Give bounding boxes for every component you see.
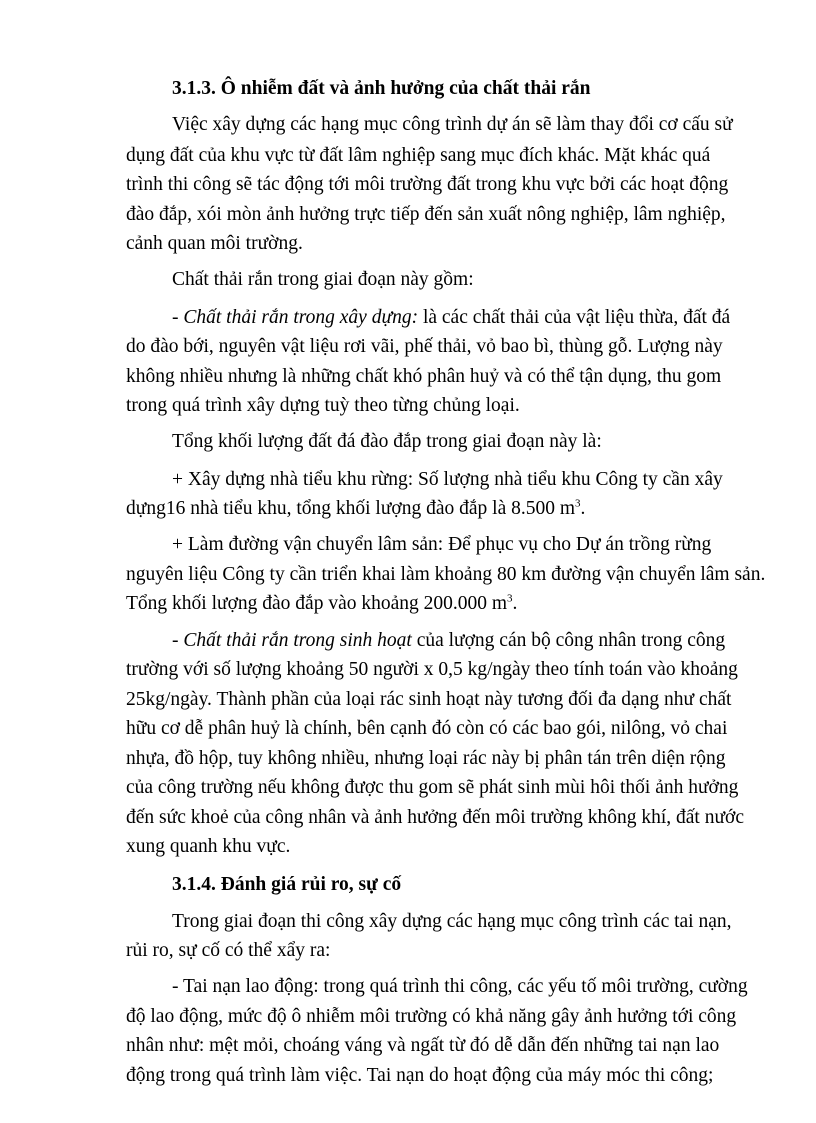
paragraph-line	[172, 628, 726, 654]
dash-prefix: -	[172, 306, 184, 328]
paragraph-line: độ lao động, mức độ ô nhiễm môi trường có khả năng gây ảnh hưởng tới công	[126, 1005, 737, 1027]
paragraph-line: dụng đất của khu vực từ đất lâm nghiệp sang mục đích khác. Mặt khác quá	[126, 144, 711, 166]
paragraph-line: trường với số lượng khoảng 50 người x 0,5 kg/ngày theo tính toán vào khoảng	[126, 659, 738, 681]
paragraph-line: nhựa, đồ hộp, tuy không nhiều, nhưng loại rác này bị phân tán trên diện rộng	[126, 747, 726, 769]
line-text: dựng16 nhà tiểu khu, tổng khối lượng đào đắp là 8.500 m	[126, 498, 576, 520]
paragraph-line	[126, 591, 517, 617]
line-text: Tổng khối lượng đào đắp vào khoảng 200.000 m	[126, 593, 508, 615]
paragraph-line: trong quá trình xây dựng tuỳ theo từng chủng loại.	[126, 395, 520, 417]
paragraph-line: Việc xây dựng các hạng mục công trình dự án sẽ làm thay đổi cơ cấu sử	[172, 114, 733, 136]
italic-term: Chất thải rắn trong sinh hoạt	[183, 629, 412, 651]
paragraph-line: Tổng khối lượng đất đá đào đắp trong giai đoạn này là:	[172, 431, 602, 453]
paragraph-line: + Xây dựng nhà tiểu khu rừng: Số lượng nhà tiểu khu Công ty cần xây	[172, 468, 723, 490]
paragraph-line: không nhiều nhưng là những chất khó phân huỷ và có thể tận dụng, thu gom	[126, 365, 722, 387]
line-rest: của lượng cán bộ công nhân trong công	[411, 629, 726, 651]
paragraph-line: rủi ro, sự cố có thể xẩy ra:	[126, 940, 331, 962]
section-heading-3-1-4: 3.1.4. Đánh giá rủi ro, sự cố	[172, 873, 402, 895]
paragraph-line	[172, 305, 731, 331]
paragraph-line: nhân như: mệt mỏi, choáng váng và ngất từ đó dễ dẫn đến những tai nạn lao	[126, 1035, 720, 1057]
paragraph-line: xung quanh khu vực.	[126, 836, 291, 858]
superscript: 3	[575, 497, 581, 510]
paragraph-line: đến sức khoẻ của công nhân và ảnh hưởng đến môi trường không khí, đất nước	[126, 806, 744, 828]
paragraph-line: trình thi công sẽ tác động tới môi trường đất trong khu vực bởi các hoạt động	[126, 174, 729, 196]
paragraph-line: 25kg/ngày. Thành phần của loại rác sinh hoạt này tương đối đa dạng như chất	[126, 688, 732, 710]
paragraph-line: hữu cơ dễ phân huỷ là chính, bên cạnh đó còn có các bao gói, nilông, vỏ chai	[126, 718, 728, 740]
paragraph-line: - Tai nạn lao động: trong quá trình thi công, các yếu tố môi trường, cường	[172, 976, 748, 998]
paragraph-line: đào đắp, xói mòn ảnh hưởng trực tiếp đến sản xuất nông nghiệp, lâm nghiệp,	[126, 203, 726, 225]
paragraph-line: Trong giai đoạn thi công xây dựng các hạng mục công trình các tai nạn,	[172, 910, 732, 932]
paragraph-line: do đào bới, nguyên vật liệu rơi vãi, phế thải, vỏ bao bì, thùng gỗ. Lượng này	[126, 336, 723, 358]
italic-term: Chất thải rắn trong xây dựng:	[183, 306, 419, 328]
section-heading-3-1-3: 3.1.3. Ô nhiễm đất và ảnh hưởng của chất thải rắn	[172, 78, 591, 99]
paragraph-line: cảnh quan môi trường.	[126, 233, 303, 255]
paragraph-line: của công trường nếu không được thu gom sẽ phát sinh mùi hôi thối ảnh hưởng	[126, 777, 739, 799]
dash-prefix: -	[172, 629, 184, 651]
line-end: .	[512, 593, 518, 615]
superscript: 3	[507, 592, 513, 605]
paragraph-line	[126, 496, 585, 522]
line-end: .	[580, 498, 586, 520]
line-rest: là các chất thải của vật liệu thừa, đất đá	[418, 306, 731, 328]
paragraph-line: + Làm đường vận chuyển lâm sản: Để phục vụ cho Dự án trồng rừng	[172, 534, 712, 556]
paragraph-line: Chất thải rắn trong giai đoạn này gồm:	[172, 269, 474, 291]
paragraph-line: nguyên liệu Công ty cần triển khai làm khoảng 80 km đường vận chuyển lâm sản.	[126, 563, 766, 585]
paragraph-line: động trong quá trình làm việc. Tai nạn do hoạt động của máy móc thi công;	[126, 1065, 714, 1086]
